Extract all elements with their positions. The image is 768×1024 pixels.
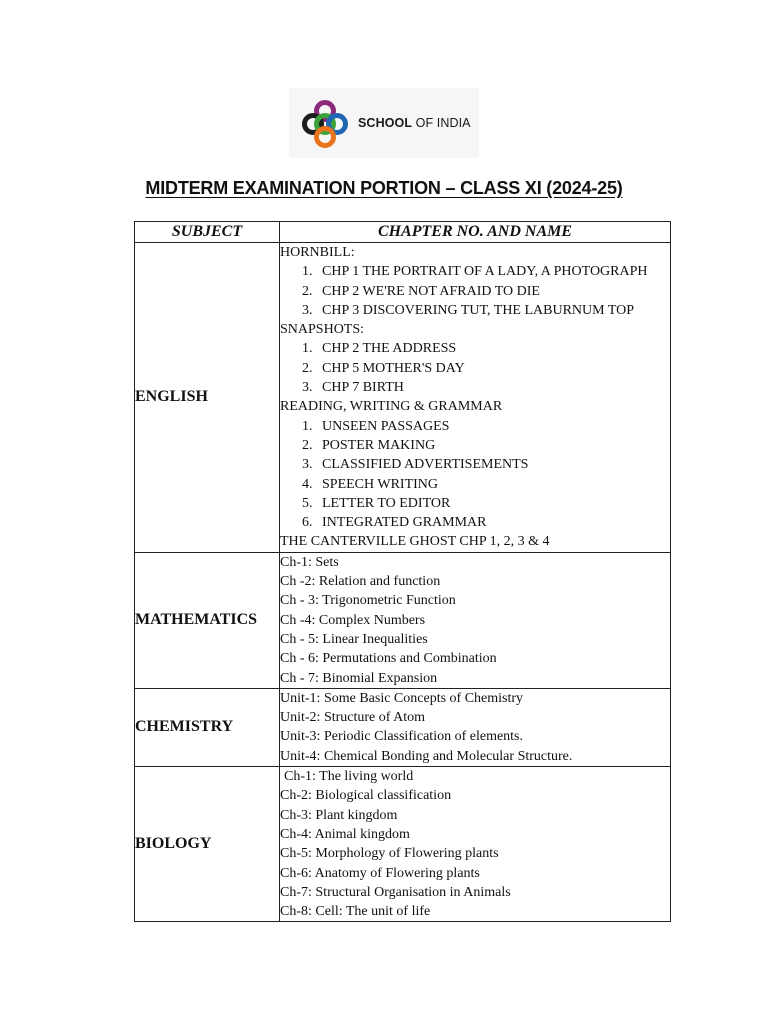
table-row (135, 688, 671, 766)
list-item: 1. UNSEEN PASSAGES (302, 418, 450, 434)
list-item: Ch-3: Plant kingdom (280, 807, 398, 823)
chapters-biology (280, 767, 671, 922)
list-item: Ch - 7: Binomial Expansion (280, 670, 438, 686)
list-item: Ch - 3: Trigonometric Function (280, 593, 456, 609)
subject-english: ENGLISH (135, 243, 280, 553)
list-item: Ch-2: Biological classification (280, 788, 452, 804)
section-heading: READING, WRITING & GRAMMAR (280, 399, 503, 415)
list-item: Ch-1: Sets (280, 554, 339, 570)
portion-table (134, 221, 671, 922)
table-row (135, 767, 671, 922)
logo-wordmark: SCHOOL OF INDIA (358, 116, 471, 130)
list-item: Ch-7: Structural Organisation in Animals (280, 884, 511, 900)
list-item: 1. CHP 2 THE ADDRESS (302, 341, 457, 357)
list-item: 4. SPEECH WRITING (302, 476, 439, 492)
list-item: Unit-4: Chemical Bonding and Molecular Structure. (280, 748, 573, 764)
subject-biology: BIOLOGY (135, 767, 280, 922)
page-title: MIDTERM EXAMINATION PORTION – CLASS XI (2024-25) (145, 178, 623, 198)
list-item: Unit-2: Structure of Atom (280, 710, 426, 726)
chapters-chemistry (280, 688, 671, 766)
header-chapter: CHAPTER NO. AND NAME (280, 222, 671, 243)
table-row (135, 552, 671, 688)
list-item: Ch - 5: Linear Inequalities (280, 631, 428, 647)
table-header-row (135, 222, 671, 243)
list-item: Unit-3: Periodic Classification of elements. (280, 729, 524, 745)
list-item: Ch -4: Complex Numbers (280, 612, 426, 628)
list-item: Ch-4: Animal kingdom (280, 826, 410, 842)
header-subject: SUBJECT (135, 222, 280, 243)
chapters-mathematics (280, 552, 671, 688)
subject-chemistry: CHEMISTRY (135, 688, 280, 766)
section-footer: THE CANTERVILLE GHOST CHP 1, 2, 3 & 4 (280, 534, 550, 550)
list-item: Unit-1: Some Basic Concepts of Chemistry (280, 690, 524, 706)
logo-mark-icon (301, 100, 353, 148)
subject-mathematics: MATHEMATICS (135, 552, 280, 688)
section-heading: SNAPSHOTS: (280, 322, 365, 338)
list-item: 2. CHP 2 WE'RE NOT AFRAID TO DIE (302, 283, 540, 299)
list-item: 1. CHP 1 THE PORTRAIT OF A LADY, A PHOTOGRAPH (302, 264, 648, 280)
table-row (135, 243, 671, 553)
list-item: 3. CLASSIFIED ADVERTISEMENTS (302, 457, 529, 473)
list-item: 3. CHP 3 DISCOVERING TUT, THE LABURNUM TOP (302, 302, 635, 318)
list-item: 2. POSTER MAKING (302, 437, 436, 453)
list-item: Ch - 6: Permutations and Combination (280, 651, 497, 667)
list-item: Ch -2: Relation and function (280, 574, 441, 590)
list-item: 3. CHP 7 BIRTH (302, 380, 404, 396)
chapters-english (280, 243, 671, 553)
list-item: Ch-6: Anatomy of Flowering plants (280, 865, 480, 881)
list-item: Ch-8: Cell: The unit of life (280, 904, 431, 920)
list-item: 2. CHP 5 MOTHER'S DAY (302, 360, 465, 376)
section-heading: HORNBILL: (280, 245, 355, 260)
list-item: 5. LETTER TO EDITOR (302, 495, 451, 511)
list-item: Ch-1: The living world (284, 769, 414, 785)
school-logo (289, 88, 479, 158)
list-item: 6. INTEGRATED GRAMMAR (302, 515, 487, 531)
list-item: Ch-5: Morphology of Flowering plants (280, 846, 499, 862)
